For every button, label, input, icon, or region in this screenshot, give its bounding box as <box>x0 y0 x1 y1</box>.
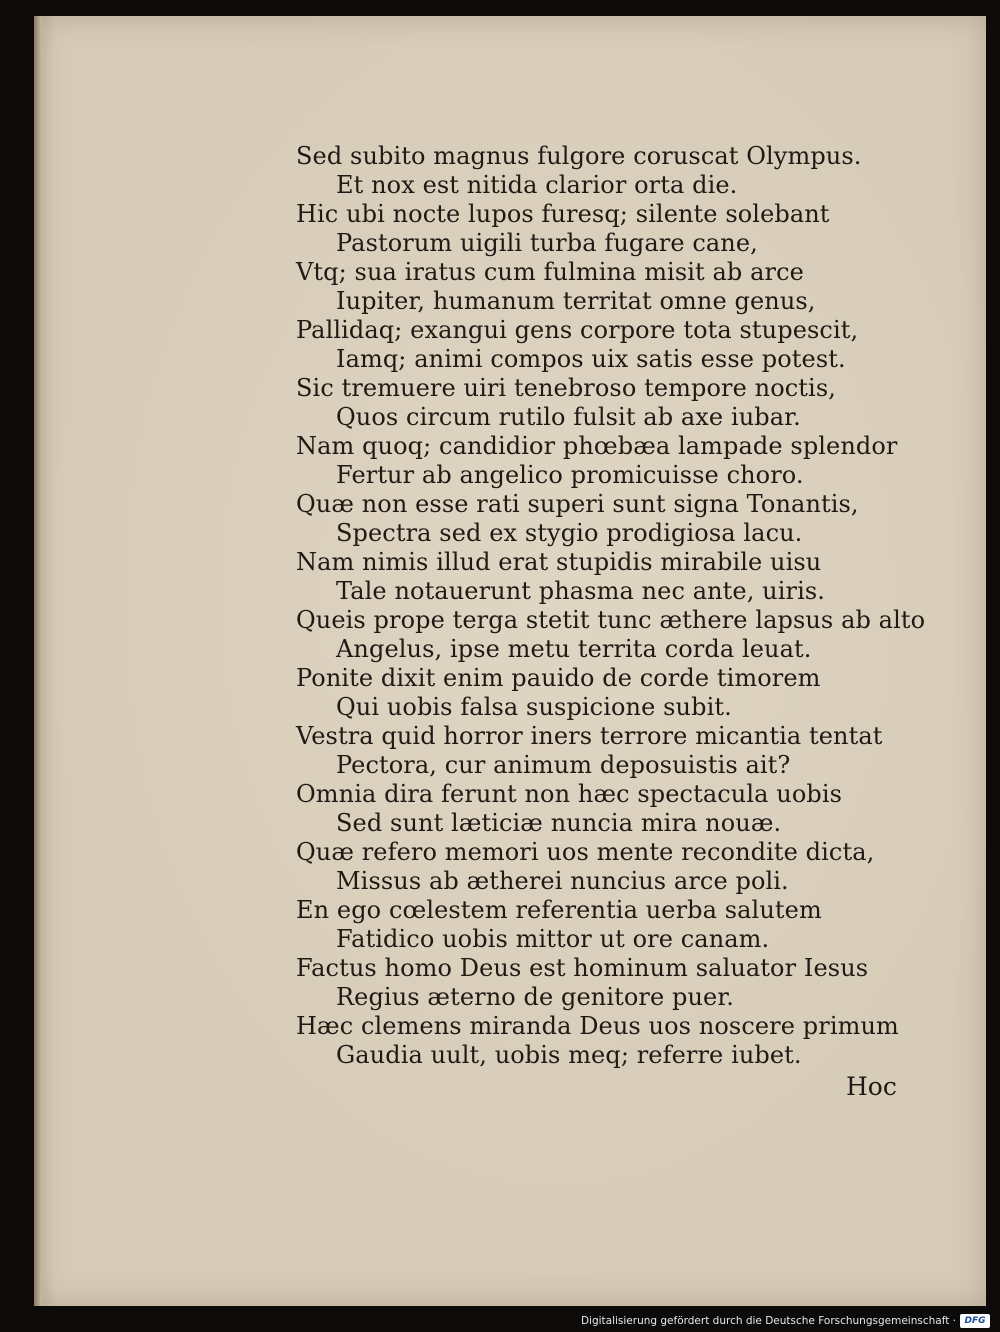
poem-line: Regius æterno de genitore puer. <box>336 983 735 1011</box>
poem-line: Factus homo Deus est hominum saluator Iesus <box>296 954 869 982</box>
poem-line: Fertur ab angelico promicuisse choro. <box>336 461 804 489</box>
poem-line: Nam nimis illud erat stupidis mirabile uisu <box>296 548 822 576</box>
poem-line: Vestra quid horror iners terrore micantia tentat <box>296 722 883 750</box>
poem-line: Queis prope terga stetit tunc æthere lapsus ab alto <box>296 606 926 634</box>
poem-line: En ego cœlestem referentia uerba salutem <box>296 896 822 924</box>
poem-line: Pallidaq; exangui gens corpore tota stupescit, <box>296 316 859 344</box>
dfg-logo-icon: DFG <box>960 1314 990 1328</box>
poem-line: Quos circum rutilo fulsit ab axe iubar. <box>336 403 801 431</box>
poem-line: Qui uobis falsa suspicione subit. <box>336 693 732 721</box>
poem-line: Omnia dira ferunt non hæc spectacula uobis <box>296 780 843 808</box>
catchword: Hoc <box>846 1072 897 1101</box>
poem-line: Sed sunt læticiæ nuncia mira nouæ. <box>336 809 782 837</box>
footer-bar <box>0 1312 1000 1332</box>
poem-line: Ponite dixit enim pauido de corde timorem <box>296 664 821 692</box>
poem-line: Quæ refero memori uos mente recondite dicta, <box>296 838 875 866</box>
poem-line: Missus ab ætherei nuncius arce poli. <box>336 867 789 895</box>
poem-text <box>296 142 926 1070</box>
poem-line: Quæ non esse rati superi sunt signa Tonantis, <box>296 490 859 518</box>
poem-line: Spectra sed ex stygio prodigiosa lacu. <box>336 519 803 547</box>
poem-line: Iupiter, humanum territat omne genus, <box>336 287 816 315</box>
poem-line: Nam quoq; candidior phœbæa lampade splendor <box>296 432 898 460</box>
poem-line: Gaudia uult, uobis meq; referre iubet. <box>336 1041 802 1069</box>
poem-line: Vtq; sua iratus cum fulmina misit ab arce <box>296 258 804 286</box>
poem-line: Tale notauerunt phasma nec ante, uiris. <box>336 577 826 605</box>
poem-line: Sic tremuere uiri tenebroso tempore noctis, <box>296 374 836 402</box>
footer-credit: Digitalisierung gefördert durch die Deutsche Forschungsgemeinschaft · <box>580 1315 956 1327</box>
poem-line: Hæc clemens miranda Deus uos noscere primum <box>296 1012 899 1040</box>
poem-line: Hic ubi nocte lupos furesq; silente solebant <box>296 200 830 228</box>
poem-line: Et nox est nitida clarior orta die. <box>336 171 738 199</box>
poem-line: Angelus, ipse metu territa corda leuat. <box>336 635 812 663</box>
poem-line: Pectora, cur animum deposuistis ait? <box>336 751 791 779</box>
poem-line: Iamq; animi compos uix satis esse potest. <box>336 345 846 373</box>
poem-line: Sed subito magnus fulgore coruscat Olympus. <box>296 142 862 170</box>
page-gutter <box>34 16 42 1306</box>
poem-line: Fatidico uobis mittor ut ore canam. <box>336 925 770 953</box>
poem-line: Pastorum uigili turba fugare cane, <box>336 229 758 257</box>
